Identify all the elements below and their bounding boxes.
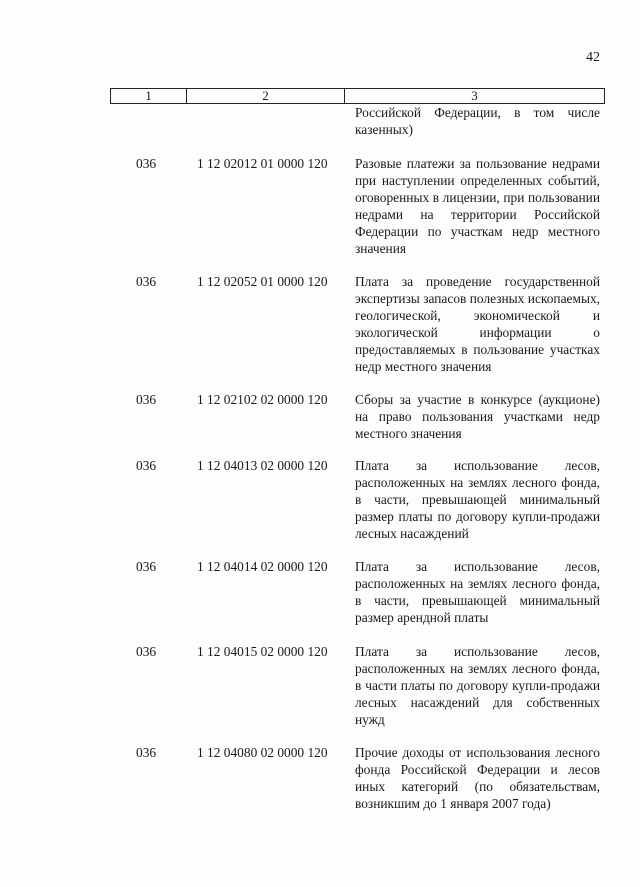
budget-classification-code: 1 12 04080 02 0000 120 <box>197 745 328 760</box>
continued-description: Российской Федерации, в том числе казенных) <box>355 105 600 137</box>
admin-code: 036 <box>136 392 157 407</box>
admin-code: 036 <box>136 274 157 289</box>
budget-classification-code: 1 12 04013 02 0000 120 <box>197 458 328 473</box>
revenue-description: Плата за проведение государственной экспертизы запасов полезных ископаемых, геологической, экономической и экологической информации о предоставляемых в пользование участках недр местного значения <box>355 274 600 374</box>
revenue-description: Плата за использование лесов, расположенных на землях лесного фонда, в части платы по договору купли-продажи лесных насаждений для собственных нужд <box>355 644 600 727</box>
revenue-description: Плата за использование лесов, расположенных на землях лесного фонда, в части, превышающей минимальный размер платы по договору купли-продажи лесных насаждений <box>355 458 600 541</box>
revenue-description: Плата за использование лесов, расположенных на землях лесного фонда, в части, превышающей минимальный размер арендной платы <box>355 559 600 625</box>
page-number: 42 <box>586 50 600 65</box>
revenue-description: Прочие доходы от использования лесного фонда Российской Федерации и лесов иных категорий (по обязательствам, возникшим до 1 января 2007 года) <box>355 745 600 811</box>
revenue-description: Сборы за участие в конкурсе (аукционе) на право пользования участками недр местного значения <box>355 392 600 441</box>
admin-code: 036 <box>136 644 157 659</box>
budget-classification-code: 1 12 02102 02 0000 120 <box>197 392 328 407</box>
column-header-3: 3 <box>344 89 604 103</box>
table-header <box>110 88 605 104</box>
budget-classification-code: 1 12 04015 02 0000 120 <box>197 644 328 659</box>
revenue-description: Разовые платежи за пользование недрами при наступлении определенных событий, оговоренных в лицензии, при пользовании недрами на территории Российской Федерации по участкам недр местного значения <box>355 156 600 256</box>
budget-classification-code: 1 12 04014 02 0000 120 <box>197 559 328 574</box>
admin-code: 036 <box>136 559 157 574</box>
column-header-1: 1 <box>145 88 152 103</box>
budget-classification-code: 1 12 02052 01 0000 120 <box>197 274 328 289</box>
budget-classification-code: 1 12 02012 01 0000 120 <box>197 156 328 171</box>
admin-code: 036 <box>136 156 157 171</box>
admin-code: 036 <box>136 458 157 473</box>
admin-code: 036 <box>136 745 157 760</box>
column-header-2: 2 <box>186 89 344 103</box>
